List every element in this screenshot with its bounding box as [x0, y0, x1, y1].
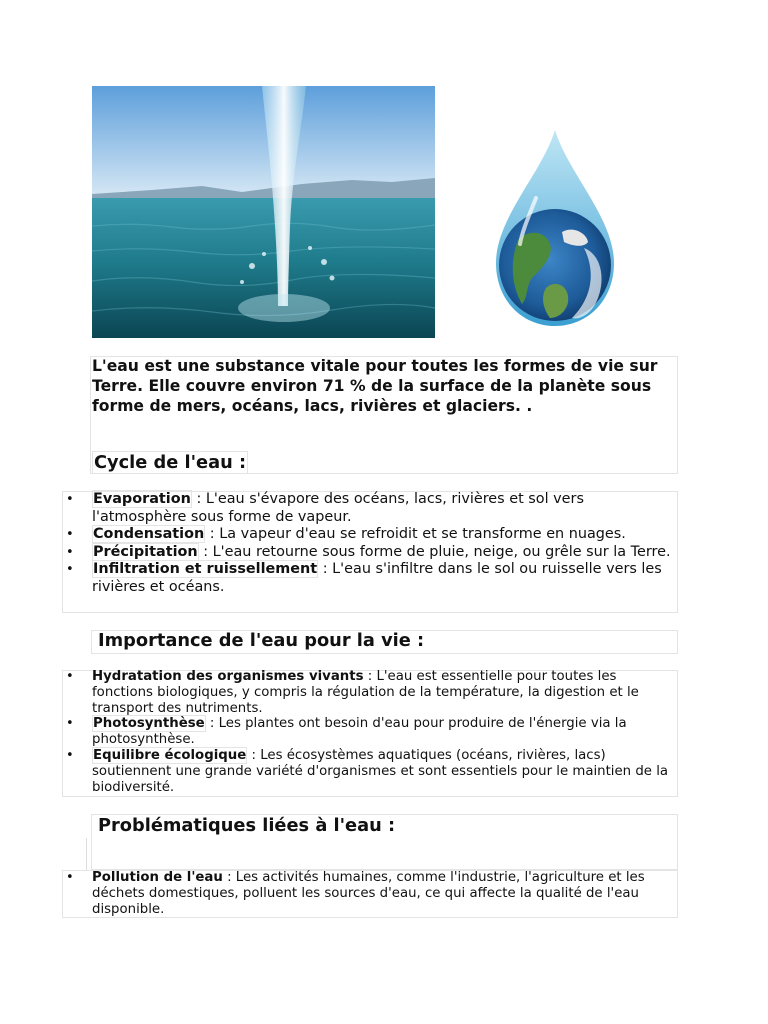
importance-heading: Importance de l'eau pour la vie : — [98, 630, 425, 651]
intro-paragraph: L'eau est une substance vitale pour toutes les formes de vie sur Terre. Elle couvre environ 71 % de la surface de la planète sous forme de mers, océans, lacs, rivières et glaciers. . — [92, 357, 658, 415]
desc-infiltration: : L'eau s'infiltre dans le sol ou ruisselle vers les rivières et océans. — [92, 561, 662, 595]
desc-condensation: : La vapeur d'eau se refroidit et se transforme en nuages. — [205, 526, 626, 542]
desc-evaporation: : L'eau s'évapore des océans, lacs, rivières et sol vers l'atmosphère sous forme de vapeur. — [92, 491, 584, 525]
earth-in-water-drop-icon — [488, 128, 622, 330]
list-item-precipitation — [62, 544, 678, 562]
divider — [86, 838, 87, 870]
importance-list — [62, 669, 678, 795]
list-item-equilibre — [62, 748, 678, 795]
list-item-condensation — [62, 526, 678, 544]
term-condensation: Condensation — [93, 526, 205, 542]
cycle-heading: Cycle de l'eau : — [94, 452, 247, 473]
cycle-list — [62, 491, 678, 596]
desc-equilibre: : Les écosystèmes aquatiques (océans, rivières, lacs) soutiennent une grande variété d'organismes et sont essentiels pour le maintien de la biodiversité. — [92, 747, 669, 795]
list-item-photosynthese — [62, 716, 678, 748]
desc-photosynthese: : Les plantes ont besoin d'eau pour produire de l'énergie via la photosynthèse. — [92, 716, 627, 748]
desc-pollution: : Les activités humaines, comme l'industrie, l'agriculture et les déchets domestiques, polluent les sources d'eau, ce qui affecte la qualité de l'eau disponible. — [92, 870, 645, 917]
term-infiltration: Infiltration et ruissellement — [93, 561, 318, 577]
water-pouring-into-sea-photo — [92, 86, 435, 338]
term-hydratation: Hydratation des organismes vivants — [92, 669, 364, 684]
term-pollution: Pollution de l'eau — [92, 870, 223, 885]
desc-hydratation: : L'eau est essentielle pour toutes les fonctions biologiques, y compris la régulation de la température, la digestion et le transport des nutriments. — [92, 669, 639, 716]
list-item-hydratation — [62, 669, 678, 716]
list-item-infiltration — [62, 561, 678, 596]
list-item-evaporation — [62, 491, 678, 526]
term-evaporation: Evaporation — [93, 491, 191, 507]
term-equilibre: Equilibre écologique — [93, 747, 247, 763]
problematiques-list — [62, 870, 678, 917]
desc-precipitation: : L'eau retourne sous forme de pluie, neige, ou grêle sur la Terre. — [198, 543, 671, 560]
term-precipitation: Précipitation — [93, 543, 198, 560]
list-item-pollution — [62, 870, 678, 917]
term-photosynthese: Photosynthèse — [93, 716, 205, 732]
problematiques-heading: Problématiques liées à l'eau : — [98, 815, 396, 836]
